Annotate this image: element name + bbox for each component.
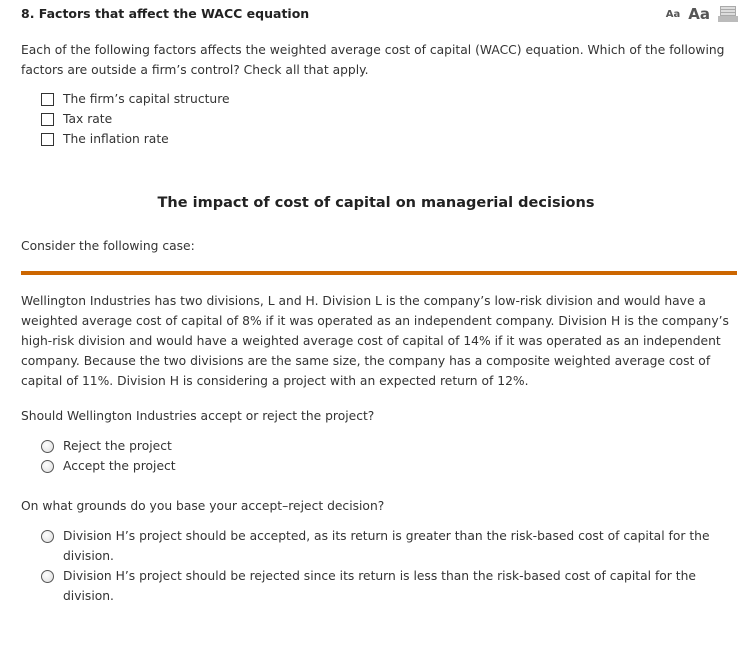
checkbox[interactable] xyxy=(41,93,54,106)
checkbox-inflation-rate[interactable] xyxy=(41,129,726,149)
option-label: Reject the project xyxy=(63,439,172,453)
option-label: Division H’s project should be rejected since its return is less than the risk-based cost of capital for the division. xyxy=(63,569,696,603)
checkbox-tax-rate[interactable] xyxy=(41,109,726,129)
radio[interactable] xyxy=(41,440,54,453)
toolbar xyxy=(666,5,738,23)
print-icon[interactable] xyxy=(718,6,738,22)
checkbox[interactable] xyxy=(41,133,54,146)
question-grounds: On what grounds do you base your accept–reject decision? xyxy=(21,499,385,513)
radio-grounds-reject[interactable] xyxy=(41,566,711,606)
radio-grounds-accept[interactable] xyxy=(41,526,711,566)
radio-accept[interactable] xyxy=(41,456,726,476)
option-label: The inflation rate xyxy=(63,132,169,146)
option-label: The firm’s capital structure xyxy=(63,92,230,106)
question-title: 8. Factors that affect the WACC equation xyxy=(21,6,310,21)
option-label: Tax rate xyxy=(63,112,113,126)
radio[interactable] xyxy=(41,570,54,583)
radio[interactable] xyxy=(41,460,54,473)
checkbox-capital-structure[interactable] xyxy=(41,89,726,109)
option-label: Accept the project xyxy=(63,459,176,473)
question-prompt: Each of the following factors affects the weighted average cost of capital (WACC) equation. Which of the following factors are outside a firm’s control? Check all that apply. xyxy=(21,43,725,77)
radio-reject[interactable] xyxy=(41,436,726,456)
divider-bar xyxy=(21,271,737,275)
text-size-large-button[interactable]: Aa xyxy=(688,5,710,23)
case-intro: Consider the following case: xyxy=(21,239,195,253)
question-accept-reject: Should Wellington Industries accept or reject the project? xyxy=(21,409,375,423)
case-text: Wellington Industries has two divisions, L and H. Division L is the company’s low-risk division and would have a weighted average cost of capital of 8% if it was operated as an independent company. Division H is the company’s high-risk division and would have a weighted average cost of capital of 14% if it was operated as an independent company. Because the two divisions are the same size, the company has a composite weighted average cost of capital of 11%. Division H is considering a project with an expected return of 12%. xyxy=(21,294,729,388)
section-title: The impact of cost of capital on managerial decisions xyxy=(157,195,595,211)
checkbox[interactable] xyxy=(41,113,54,126)
radio[interactable] xyxy=(41,530,54,543)
text-size-small-button[interactable]: Aa xyxy=(665,8,681,20)
option-label: Division H’s project should be accepted, as its return is greater than the risk-based cost of capital for the division. xyxy=(63,529,710,563)
